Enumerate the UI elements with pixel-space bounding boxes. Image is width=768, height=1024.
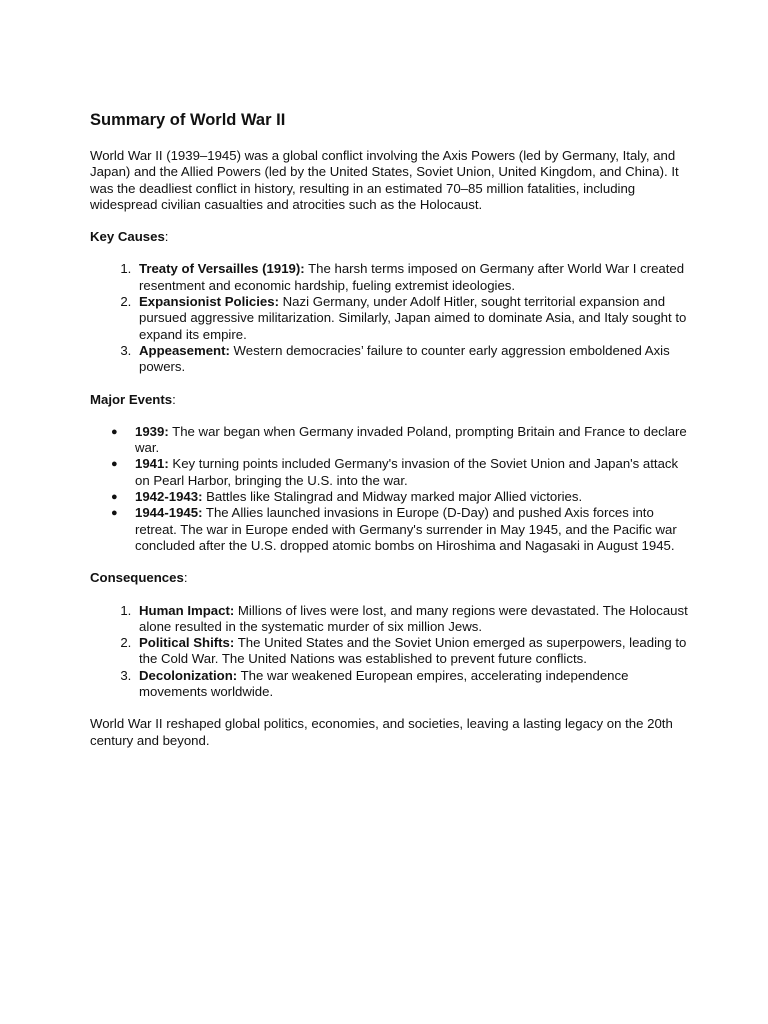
list-item <box>111 505 690 554</box>
list-item-term: Appeasement: <box>139 342 230 358</box>
list-item <box>135 635 690 668</box>
list-item-text: Millions of lives were lost, and many regions were devastated. The Holocaust alone resulted in the systematic murder of six million Jews. <box>139 602 688 634</box>
major-events-heading: Major Events: <box>90 391 176 407</box>
list-item-term: 1944-1945: <box>135 505 203 521</box>
list-item-term: Treaty of Versailles (1919): <box>139 261 305 277</box>
list-item-term: Human Impact: <box>139 602 235 618</box>
list-item-term: Political Shifts: <box>139 635 235 651</box>
list-item-text: Nazi Germany, under Adolf Hitler, sought territorial expansion and pursued aggressive militarization. Similarly, Japan aimed to dominate Asia, and Italy sought to expand its empire. <box>139 294 687 342</box>
list-item <box>135 343 690 376</box>
list-item-term: Expansionist Policies: <box>139 294 279 310</box>
key-causes-list <box>90 261 690 375</box>
list-item <box>111 456 690 489</box>
list-item <box>111 423 690 457</box>
list-item-term: 1939: <box>135 423 169 439</box>
document-body <box>90 106 690 749</box>
list-item-text: The United States and the Soviet Union emerged as superpowers, leading to the Cold War. The United Nations was established to prevent future conflicts. <box>139 635 687 667</box>
list-item-text: The Allies launched invasions in Europe (D-Day) and pushed Axis forces into retreat. The war in Europe ended with Germany's surrender in May 1945, and the Pacific war concluded after the U.S. dropped atomic bombs on Hiroshima and Nagasaki in August 1945. <box>135 505 677 553</box>
list-item <box>135 261 690 294</box>
list-item-text: The harsh terms imposed on Germany after World War I created resentment and economic hardship, fueling extremist ideologies. <box>139 261 685 293</box>
list-item <box>135 603 690 636</box>
intro-paragraph: World War II (1939–1945) was a global conflict involving the Axis Powers (led by Germany, Italy, and Japan) and the Allied Powers (led by the United States, Soviet Union, United Kingdom, and China). It was the deadliest conflict in history, resulting in an estimated 70–85 million fatalities, including widespread civilian casualties and atrocities such as the Holocaust. <box>90 148 679 212</box>
list-item-text: Western democracies’ failure to counter early aggression emboldened Axis powers. <box>139 342 670 375</box>
list-item <box>135 668 690 701</box>
list-item <box>111 489 690 505</box>
major-events-heading-text: Major Events <box>90 391 173 407</box>
list-item-text: The war began when Germany invaded Poland, prompting Britain and France to declare war. <box>135 423 687 456</box>
document-title: Summary of World War II <box>90 111 286 129</box>
key-causes-heading: Key Causes: <box>90 229 169 245</box>
list-item-term: 1942-1943: <box>135 489 203 505</box>
consequences-heading-text: Consequences <box>90 570 184 586</box>
key-causes-heading-text: Key Causes <box>90 229 165 245</box>
list-item-text: Battles like Stalingrad and Midway marked major Allied victories. <box>202 489 583 505</box>
list-item-text: The war weakened European empires, accelerating independence movements worldwide. <box>139 667 629 700</box>
consequences-list <box>90 603 690 701</box>
bullet-icon: ● <box>111 491 118 504</box>
major-events-list <box>90 424 690 554</box>
bullet-icon: ● <box>111 458 118 471</box>
conclusion-paragraph: World War II reshaped global politics, economies, and societies, leaving a lasting legacy on the 20th century and beyond. <box>90 716 673 748</box>
list-item-term: 1941: <box>135 456 169 472</box>
list-item-text: Key turning points included Germany's invasion of the Soviet Union and Japan's attack on Pearl Harbor, bringing the U.S. into the war. <box>135 456 679 488</box>
list-item <box>135 294 690 343</box>
consequences-heading: Consequences: <box>90 570 188 586</box>
list-item-term: Decolonization: <box>139 667 238 683</box>
bullet-icon: ● <box>111 507 118 520</box>
bullet-icon: ● <box>111 425 118 438</box>
